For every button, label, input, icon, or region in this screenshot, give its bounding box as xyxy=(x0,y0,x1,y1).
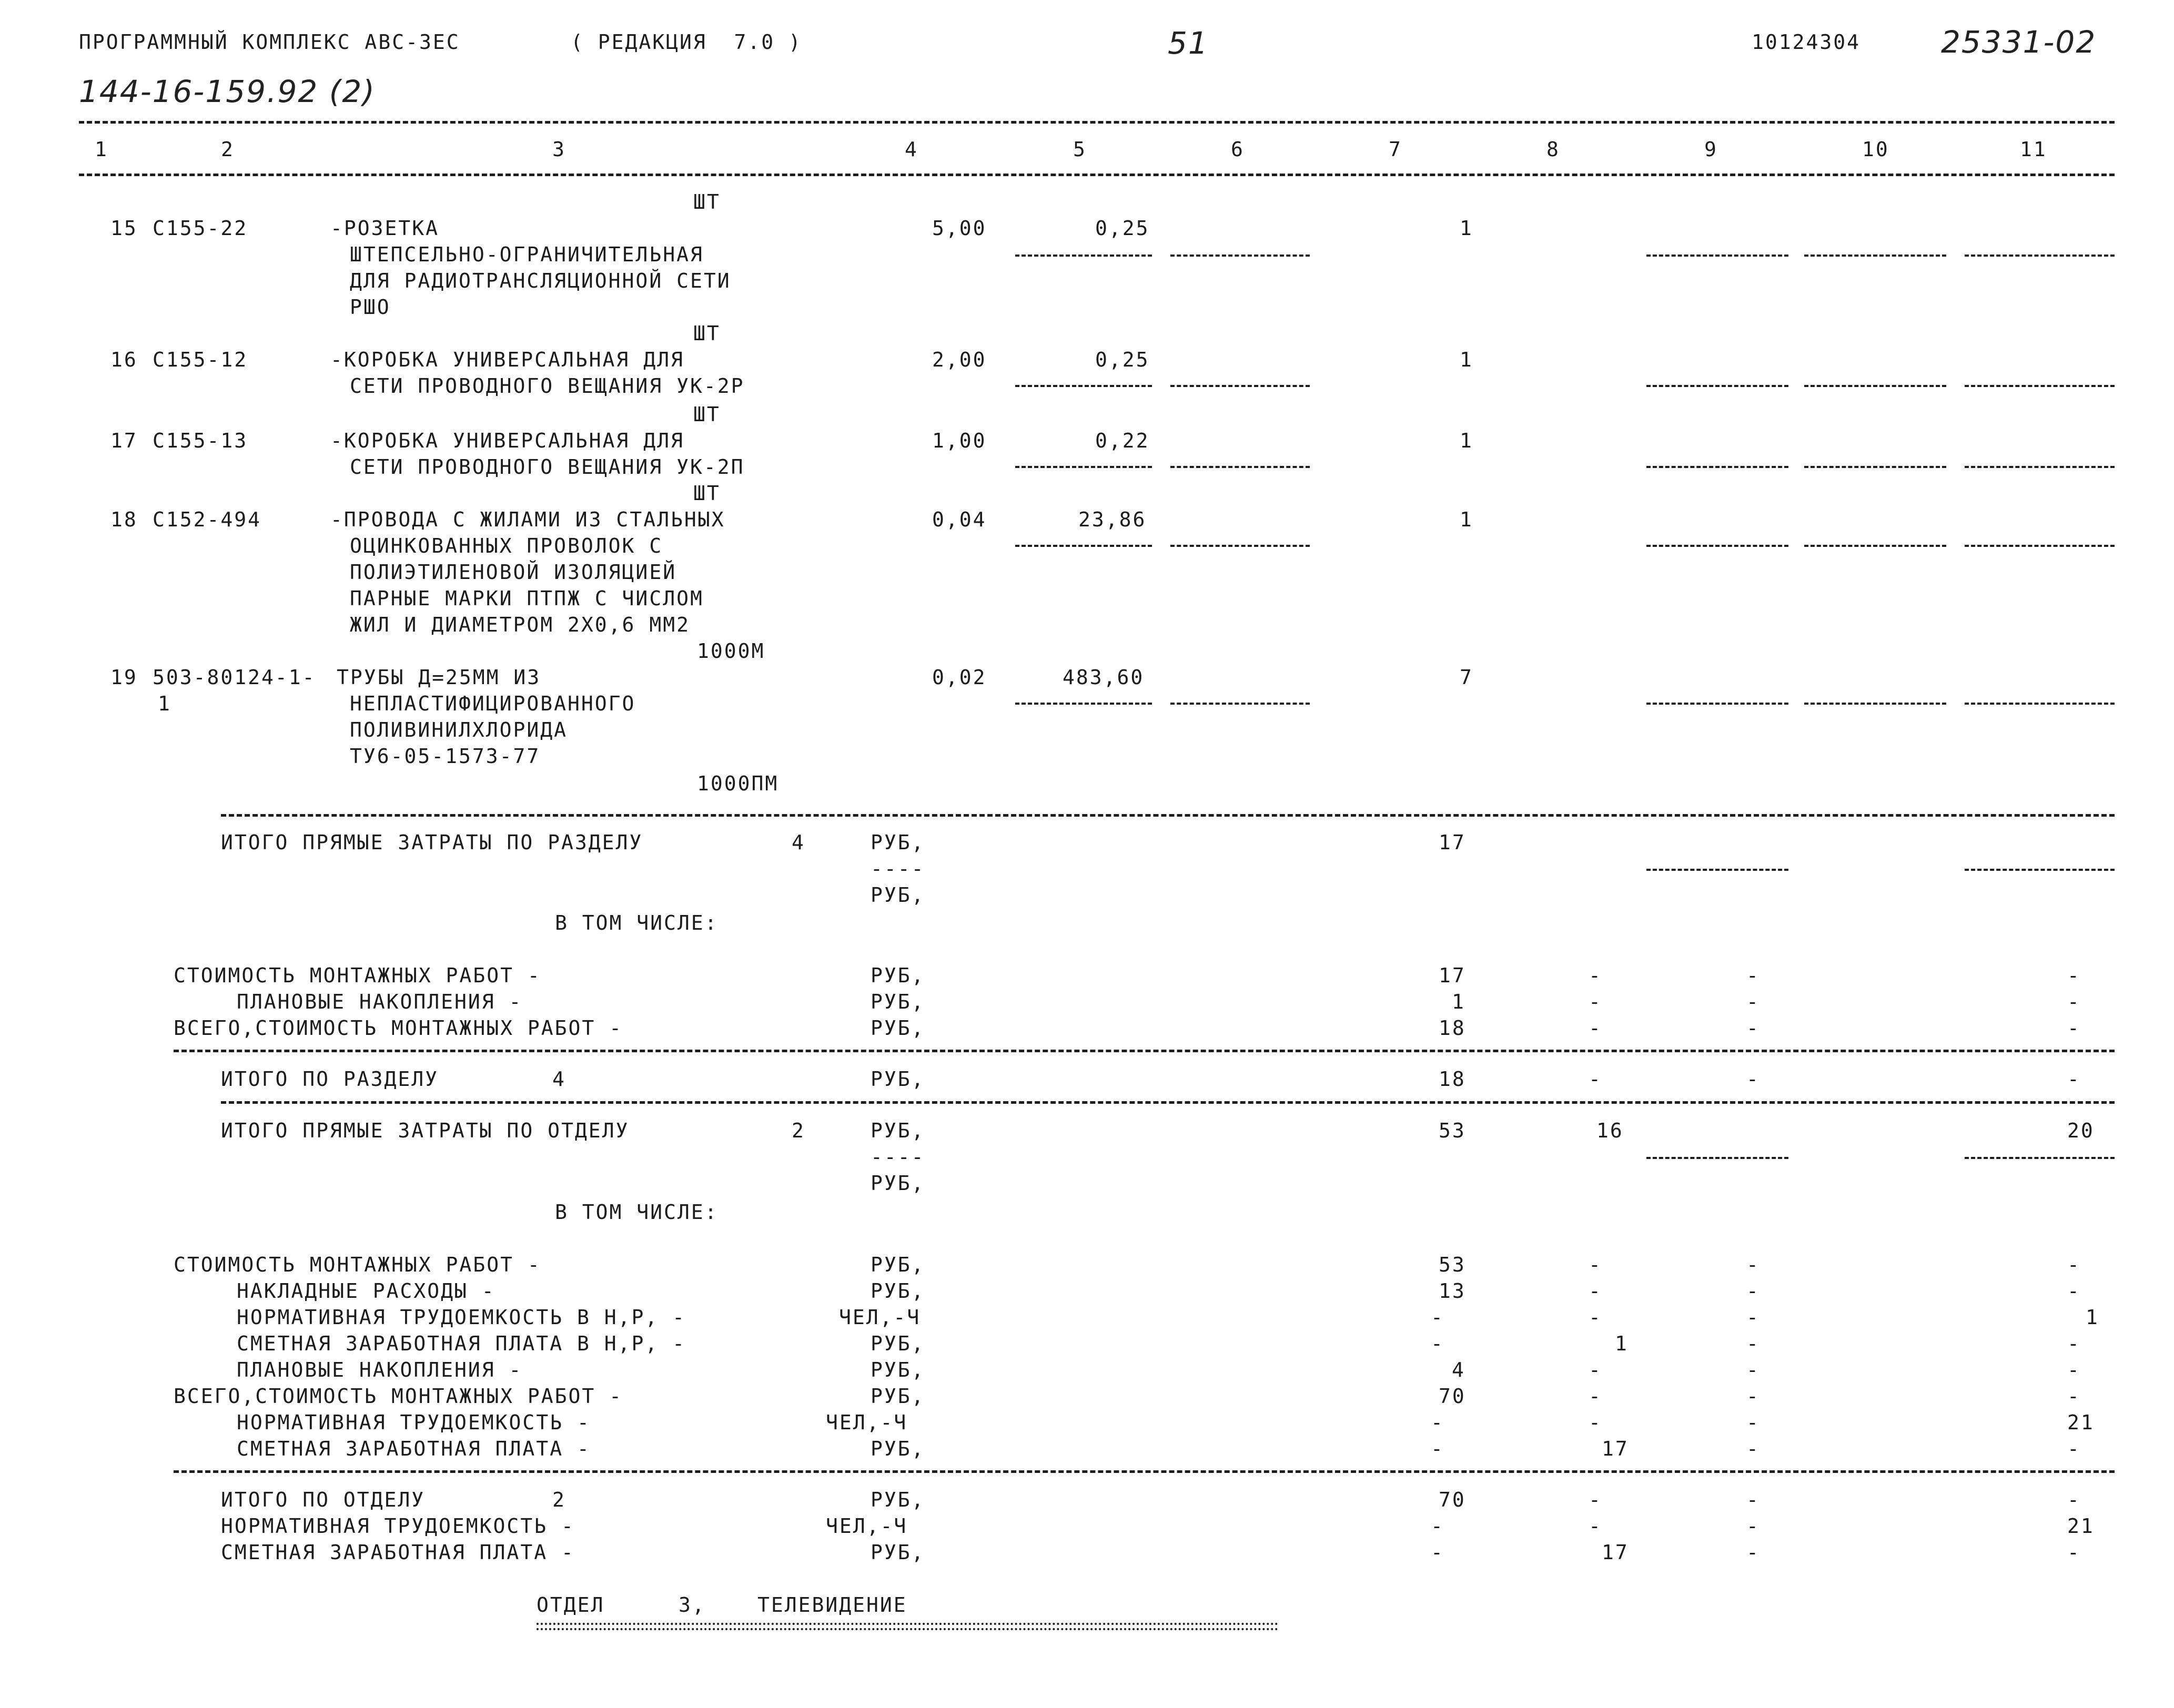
dash: - xyxy=(1589,1016,1602,1040)
row-divider xyxy=(1965,385,2115,387)
row-divider xyxy=(1646,466,1788,468)
dept-item-unit: РУБ, xyxy=(871,1385,925,1408)
row-quantity: 2,00 xyxy=(932,348,987,371)
dept-item-unit: РУБ, xyxy=(871,1253,925,1276)
dept-total-col11: - xyxy=(2067,1541,2081,1564)
row-name-line: -РОЗЕТКА xyxy=(330,217,440,240)
dash: - xyxy=(1746,1306,1760,1329)
row-divider xyxy=(1015,466,1152,468)
section-direct-value: 17 xyxy=(1439,831,1466,854)
dept-item-col8: - xyxy=(1589,1253,1602,1276)
dept-total-col7: 70 xyxy=(1439,1488,1466,1511)
dept-item-unit: ЧЕЛ,-Ч xyxy=(826,1411,908,1434)
dept-item-col8: 17 xyxy=(1602,1437,1629,1460)
edition-label: ( РЕДАКЦИЯ 7.0 ) xyxy=(571,30,802,54)
row-price: 23,86 xyxy=(1078,508,1147,531)
next-department-label: ОТДЕЛ xyxy=(537,1593,605,1616)
dept-item-label: СМЕТНАЯ ЗАРАБОТНАЯ ПЛАТА В Н,Р, - xyxy=(237,1332,686,1355)
row-name-line: ПАРНЫЕ МАРКИ ПТПЖ С ЧИСЛОМ xyxy=(350,587,704,610)
row-name-line: ПОЛИВИНИЛХЛОРИДА xyxy=(350,718,568,741)
section-total-value: 18 xyxy=(1439,1068,1466,1091)
row-divider xyxy=(1170,255,1310,257)
col-header-5: 5 xyxy=(1073,138,1087,161)
section-rule xyxy=(221,814,2115,817)
dept-item-label: НОРМАТИВНАЯ ТРУДОЕМКОСТЬ В Н,Р, - xyxy=(237,1306,686,1329)
dept-direct-label: ИТОГО ПРЯМЫЕ ЗАТРАТЫ ПО ОТДЕЛУ xyxy=(221,1119,630,1142)
row-divider xyxy=(1646,703,1788,705)
row-divider xyxy=(1804,385,1946,387)
dash: - xyxy=(1746,1332,1760,1355)
dept-total-row-label: СМЕТНАЯ ЗАРАБОТНАЯ ПЛАТА - xyxy=(221,1541,575,1564)
col-header-9: 9 xyxy=(1704,138,1718,161)
document-code: 10124304 xyxy=(1752,30,1861,54)
row-quantity: 0,02 xyxy=(932,666,987,689)
col-header-7: 7 xyxy=(1389,138,1402,161)
row-divider xyxy=(1965,1157,2115,1159)
dept-item-col11: 21 xyxy=(2067,1411,2095,1434)
row-price: 483,60 xyxy=(1063,666,1145,689)
row-code: С155-13 xyxy=(153,429,248,452)
row-divider xyxy=(1965,466,2115,468)
dept-item-col11: - xyxy=(2067,1358,2081,1381)
row-divider xyxy=(1646,545,1788,547)
document-number: 25331-02 xyxy=(1941,24,2097,60)
col-header-1: 1 xyxy=(95,138,108,161)
dept-item-col11: - xyxy=(2067,1253,2081,1276)
dept-number: 2 xyxy=(792,1119,805,1142)
row-code: С152-494 xyxy=(153,508,262,531)
row-unit-secondary: 1000ПМ xyxy=(697,772,779,795)
unit-label: РУБ, xyxy=(871,1119,925,1142)
next-department-underline xyxy=(537,1623,1278,1625)
dash: - xyxy=(1746,1514,1760,1538)
dash: - xyxy=(1746,1411,1760,1434)
row-name-line: ТРУБЫ Д=25ММ ИЗ xyxy=(337,666,541,689)
table-top-rule xyxy=(79,121,2115,124)
dept-item-col11: - xyxy=(2067,1385,2081,1408)
dash: - xyxy=(2067,964,2081,987)
dept-item-col7: - xyxy=(1431,1411,1444,1434)
row-name-line: ПОЛИЭТИЛЕНОВОЙ ИЗОЛЯЦИЕЙ xyxy=(350,561,677,584)
dept-total-label: ИТОГО ПО ОТДЕЛУ xyxy=(221,1488,426,1511)
dept-item-col7: 4 xyxy=(1452,1358,1465,1381)
dept-item-label: ПЛАНОВЫЕ НАКОПЛЕНИЯ - xyxy=(237,1358,523,1381)
dept-item-col8: - xyxy=(1589,1385,1602,1408)
row-price: 0,25 xyxy=(1095,217,1150,240)
dash: - xyxy=(1746,1253,1760,1276)
mount-cost-label: СТОИМОСТЬ МОНТАЖНЫХ РАБОТ - xyxy=(174,964,541,987)
unit-dashes: ---- xyxy=(871,857,925,880)
row-name-line: ШТЕПСЕЛЬНО-ОГРАНИЧИТЕЛЬНАЯ xyxy=(350,243,704,266)
next-department-title: ТЕЛЕВИДЕНИЕ xyxy=(757,1593,907,1616)
dash: - xyxy=(1746,964,1760,987)
dash: - xyxy=(1746,1279,1760,1303)
row-unit: ШТ xyxy=(693,322,721,345)
row-divider xyxy=(1646,1157,1788,1159)
section-rule xyxy=(221,1101,2115,1104)
row-name-line: -КОРОБКА УНИВЕРСАЛЬНАЯ ДЛЯ xyxy=(330,348,684,371)
section-total-label: ИТОГО ПО РАЗДЕЛУ xyxy=(221,1068,439,1091)
row-number: 18 xyxy=(110,508,138,531)
dash: - xyxy=(2067,1016,2081,1040)
row-code-continuation: 1 xyxy=(158,692,171,715)
col-header-4: 4 xyxy=(905,138,918,161)
row-number: 15 xyxy=(110,217,138,240)
row-divider xyxy=(1965,869,2115,871)
dept-item-col7: 70 xyxy=(1439,1385,1466,1408)
row-divider xyxy=(1804,255,1946,257)
row-price: 0,25 xyxy=(1095,348,1150,371)
dept-total-col7: - xyxy=(1431,1514,1444,1538)
dept-item-col11: - xyxy=(2067,1437,2081,1460)
dept-total-col11: - xyxy=(2067,1488,2081,1511)
row-code: С155-22 xyxy=(153,217,248,240)
dash: - xyxy=(1746,1068,1760,1091)
col-header-10: 10 xyxy=(1862,138,1889,161)
dash: - xyxy=(1589,1068,1602,1091)
row-divider xyxy=(1804,545,1946,547)
row-col7-value: 1 xyxy=(1460,217,1473,240)
dept-total-unit: РУБ, xyxy=(871,1488,925,1511)
row-number: 17 xyxy=(110,429,138,452)
row-number: 16 xyxy=(110,348,138,371)
row-code: С155-12 xyxy=(153,348,248,371)
dept-total-col11: 21 xyxy=(2067,1514,2095,1538)
dept-item-label: НАКЛАДНЫЕ РАСХОДЫ - xyxy=(237,1279,496,1303)
dept-item-col11: - xyxy=(2067,1279,2081,1303)
row-name-line: СЕТИ ПРОВОДНОГО ВЕЩАНИЯ УК-2Р xyxy=(350,374,745,398)
col-header-11: 11 xyxy=(2020,138,2047,161)
row-name-line: СЕТИ ПРОВОДНОГО ВЕЩАНИЯ УК-2П xyxy=(350,455,745,479)
section-rule xyxy=(174,1050,2115,1052)
row-divider xyxy=(1804,703,1946,705)
row-divider xyxy=(1015,545,1152,547)
row-price: 0,22 xyxy=(1095,429,1150,452)
row-name-line: ДЛЯ РАДИОТРАНСЛЯЦИОННОЙ СЕТИ xyxy=(350,269,731,292)
dept-item-col7: - xyxy=(1431,1437,1444,1460)
row-quantity: 0,04 xyxy=(932,508,987,531)
dept-item-col11: - xyxy=(2067,1332,2081,1355)
dept-item-col7: 53 xyxy=(1439,1253,1466,1276)
row-name-line: -ПРОВОДА С ЖИЛАМИ ИЗ СТАЛЬНЫХ xyxy=(330,508,725,531)
dept-total-col7: - xyxy=(1431,1541,1444,1564)
dept-total-number: 2 xyxy=(552,1488,566,1511)
row-divider xyxy=(1646,385,1788,387)
dash: - xyxy=(1746,1437,1760,1460)
dash: - xyxy=(1589,964,1602,987)
row-divider xyxy=(1965,703,2115,705)
unit-label: РУБ, xyxy=(871,964,925,987)
dept-item-col8: - xyxy=(1589,1279,1602,1303)
total-mount-label: ВСЕГО,СТОИМОСТЬ МОНТАЖНЫХ РАБОТ - xyxy=(174,1016,623,1040)
row-name-line: РШО xyxy=(350,296,391,319)
dash: - xyxy=(2067,990,2081,1013)
unit-label: РУБ, xyxy=(871,990,925,1013)
row-divider xyxy=(1965,545,2115,547)
unit-label: РУБ, xyxy=(871,831,925,854)
row-col7-value: 1 xyxy=(1460,348,1473,371)
table-header-rule xyxy=(79,174,2115,176)
row-divider xyxy=(1015,255,1152,257)
row-col7-value: 7 xyxy=(1460,666,1473,689)
dept-item-col7: - xyxy=(1431,1332,1444,1355)
next-department-number: 3, xyxy=(679,1593,706,1616)
dept-item-unit: РУБ, xyxy=(871,1332,925,1355)
dept-direct-col11: 20 xyxy=(2067,1119,2095,1142)
section-number: 4 xyxy=(552,1068,566,1091)
dept-direct-col8: 16 xyxy=(1596,1119,1624,1142)
col-header-2: 2 xyxy=(221,138,235,161)
dept-direct-col7: 53 xyxy=(1439,1119,1466,1142)
dash: - xyxy=(1746,1385,1760,1408)
row-col7-value: 1 xyxy=(1460,429,1473,452)
dept-item-col8: - xyxy=(1589,1411,1602,1434)
row-divider xyxy=(1015,703,1152,705)
dept-item-col11: 1 xyxy=(2086,1306,2099,1329)
unit-label: РУБ, xyxy=(871,1016,925,1040)
row-divider xyxy=(1170,385,1310,387)
dept-item-label: ВСЕГО,СТОИМОСТЬ МОНТАЖНЫХ РАБОТ - xyxy=(174,1385,623,1408)
section-number: 4 xyxy=(792,831,805,854)
planned-value: 1 xyxy=(1452,990,1465,1013)
planned-label: ПЛАНОВЫЕ НАКОПЛЕНИЯ - xyxy=(237,990,523,1013)
dept-total-row-label: НОРМАТИВНАЯ ТРУДОЕМКОСТЬ - xyxy=(221,1514,575,1538)
dept-item-label: НОРМАТИВНАЯ ТРУДОЕМКОСТЬ - xyxy=(237,1411,591,1434)
row-number: 19 xyxy=(110,666,138,689)
row-divider xyxy=(1646,869,1788,871)
dept-total-col8: 17 xyxy=(1602,1541,1629,1564)
dept-total-col8: - xyxy=(1589,1514,1602,1538)
section-direct-label: ИТОГО ПРЯМЫЕ ЗАТРАТЫ ПО РАЗДЕЛУ xyxy=(221,831,643,854)
row-divider xyxy=(1170,545,1310,547)
row-unit: ШТ xyxy=(693,190,721,214)
dept-item-col8: - xyxy=(1589,1358,1602,1381)
dash: - xyxy=(1746,990,1760,1013)
dash: - xyxy=(1746,1016,1760,1040)
dept-item-col8: - xyxy=(1589,1306,1602,1329)
page-number: 51 xyxy=(1168,25,1209,61)
mount-cost-value: 17 xyxy=(1439,964,1466,987)
dept-item-col7: - xyxy=(1431,1306,1444,1329)
dept-item-label: СМЕТНАЯ ЗАРАБОТНАЯ ПЛАТА - xyxy=(237,1437,591,1460)
dept-item-unit: ЧЕЛ,-Ч xyxy=(839,1306,921,1329)
dept-item-label: СТОИМОСТЬ МОНТАЖНЫХ РАБОТ - xyxy=(174,1253,541,1276)
dash: - xyxy=(2067,1068,2081,1091)
col-header-8: 8 xyxy=(1546,138,1560,161)
row-name-line: ЖИЛ И ДИАМЕТРОМ 2Х0,6 ММ2 xyxy=(350,613,690,636)
department-rule xyxy=(174,1470,2115,1473)
row-col7-value: 1 xyxy=(1460,508,1473,531)
unit-label: РУБ, xyxy=(871,1068,925,1091)
unit-label: РУБ, xyxy=(871,1172,925,1195)
dept-item-unit: РУБ, xyxy=(871,1437,925,1460)
row-code: 503-80124-1- xyxy=(153,666,316,689)
row-name-line: -КОРОБКА УНИВЕРСАЛЬНАЯ ДЛЯ xyxy=(330,429,684,452)
dept-item-unit: РУБ, xyxy=(871,1358,925,1381)
row-divider xyxy=(1170,703,1310,705)
program-title: ПРОГРАММНЫЙ КОМПЛЕКС АВС-3ЕС xyxy=(79,30,460,54)
row-name-line: НЕПЛАСТИФИЦИРОВАННОГО xyxy=(350,692,636,715)
row-unit: 1000М xyxy=(697,639,765,663)
row-unit: ШТ xyxy=(693,403,721,426)
unit-label: РУБ, xyxy=(871,883,925,907)
row-divider xyxy=(1646,255,1788,257)
row-quantity: 5,00 xyxy=(932,217,987,240)
col-header-3: 3 xyxy=(552,138,566,161)
dash: - xyxy=(1746,1541,1760,1564)
total-mount-value: 18 xyxy=(1439,1016,1466,1040)
dept-item-unit: РУБ, xyxy=(871,1279,925,1303)
row-divider xyxy=(1804,466,1946,468)
dept-total-unit: ЧЕЛ,-Ч xyxy=(826,1514,908,1538)
next-department-underline xyxy=(537,1628,1278,1630)
row-quantity: 1,00 xyxy=(932,429,987,452)
row-unit: ШТ xyxy=(693,482,721,505)
row-divider xyxy=(1015,385,1152,387)
in-that-heading: В ТОМ ЧИСЛЕ: xyxy=(555,1201,719,1224)
unit-dashes: ---- xyxy=(871,1145,925,1168)
row-name-line: ТУ6-05-1573-77 xyxy=(350,745,541,768)
document-subtitle: 144-16-159.92 (2) xyxy=(79,74,376,109)
dash: - xyxy=(1589,990,1602,1013)
col-header-6: 6 xyxy=(1231,138,1245,161)
row-name-line: ОЦИНКОВАННЫХ ПРОВОЛОК С xyxy=(350,534,663,557)
row-divider xyxy=(1965,255,2115,257)
row-divider xyxy=(1170,466,1310,468)
dept-total-unit: РУБ, xyxy=(871,1541,925,1564)
dept-total-col8: - xyxy=(1589,1488,1602,1511)
dept-item-col7: 13 xyxy=(1439,1279,1466,1303)
dept-item-col8: 1 xyxy=(1615,1332,1629,1355)
dash: - xyxy=(1746,1488,1760,1511)
in-that-heading: В ТОМ ЧИСЛЕ: xyxy=(555,911,719,934)
dash: - xyxy=(1746,1358,1760,1381)
